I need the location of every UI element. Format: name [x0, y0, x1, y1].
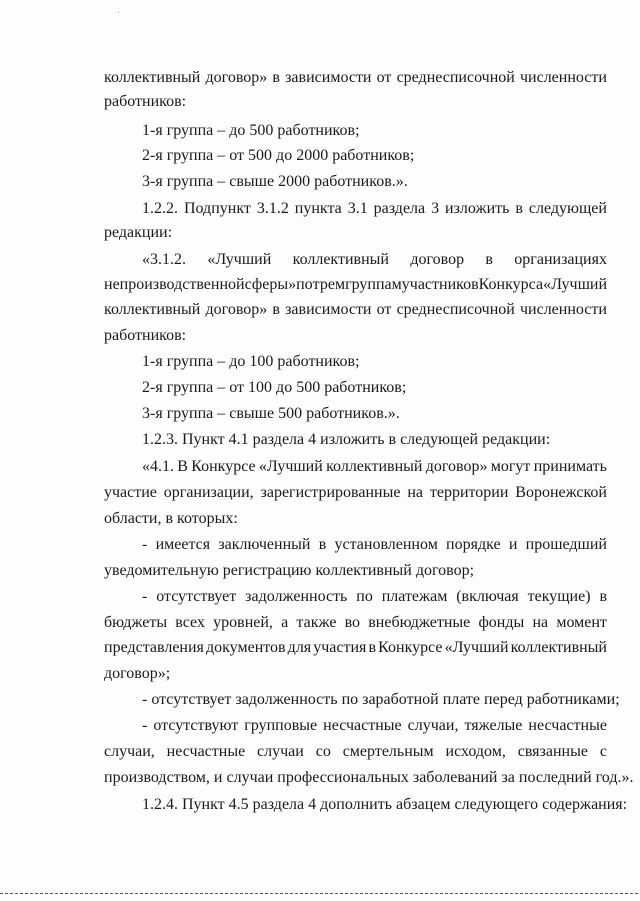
text-line: 3-я группа – свыше 2000 работников.».	[142, 173, 408, 190]
text-line: - отсутствует задолженность по платежам (включая текущие) в	[142, 588, 607, 605]
text-line: 1-я группа – до 100 работников;	[142, 353, 360, 370]
text-line: участие организации, зарегистрированные на территории Воронежской	[104, 484, 607, 501]
text-line: 1.2.4. Пункт 4.5 раздела 4 дополнить абзацем следующего содержания:	[142, 796, 628, 813]
text-line: области, в которых:	[104, 510, 238, 527]
text-line: договор»;	[104, 665, 171, 682]
text-line: - имеется заключенный в установленном порядке и прошедший	[142, 536, 607, 553]
text-line: непроизводственной сферы» по трем группам участников Конкурса «Лучший	[104, 276, 608, 293]
text-line: производством, и случаи профессиональных заболеваний за последний год.».	[104, 769, 634, 786]
text-line: случаи, несчастные случаи со смертельным исходом, связанные с	[104, 743, 607, 760]
text-line: 1.2.3. Пункт 4.1 раздела 4 изложить в следующей редакции:	[142, 431, 551, 448]
text-line: 1-я группа – до 500 работников;	[142, 122, 360, 139]
text-line: 3-я группа – свыше 500 работников.».	[142, 405, 400, 422]
text-line: 1.2.2. Подпункт 3.1.2 пункта 3.1 раздела 3 изложить в следующей	[142, 200, 607, 217]
text-line: работников:	[104, 93, 187, 110]
text-line: «4.1. В Конкурсе «Лучший коллективный договор» могут принимать	[142, 458, 607, 475]
text-line: - отсутствуют групповые несчастные случаи, тяжелые несчастные	[142, 717, 607, 734]
page-bottom-edge	[0, 893, 640, 894]
text-line: коллективный договор» в зависимости от среднесписочной численности	[104, 69, 607, 86]
text-line: 2-я группа – от 100 до 500 работников;	[142, 379, 407, 396]
text-line: представления документов для участия в Конкурсе «Лучший коллективный	[104, 639, 607, 656]
text-line: бюджеты всех уровней, а также во внебюджетные фонды на момент	[104, 614, 607, 631]
text-line: «3.1.2. «Лучший коллективный договор в организациях	[142, 251, 607, 268]
text-line: работников:	[104, 327, 187, 344]
text-line: коллективный договор» в зависимости от среднесписочной численности	[104, 301, 607, 318]
text-line: редакции:	[104, 224, 173, 241]
text-line: 2-я группа – от 500 до 2000 работников;	[142, 147, 415, 164]
text-line: - отсутствует задолженность по заработной плате перед работниками;	[142, 691, 620, 708]
scan-speck	[118, 12, 119, 13]
text-line: уведомительную регистрацию коллективный договор;	[104, 562, 475, 579]
